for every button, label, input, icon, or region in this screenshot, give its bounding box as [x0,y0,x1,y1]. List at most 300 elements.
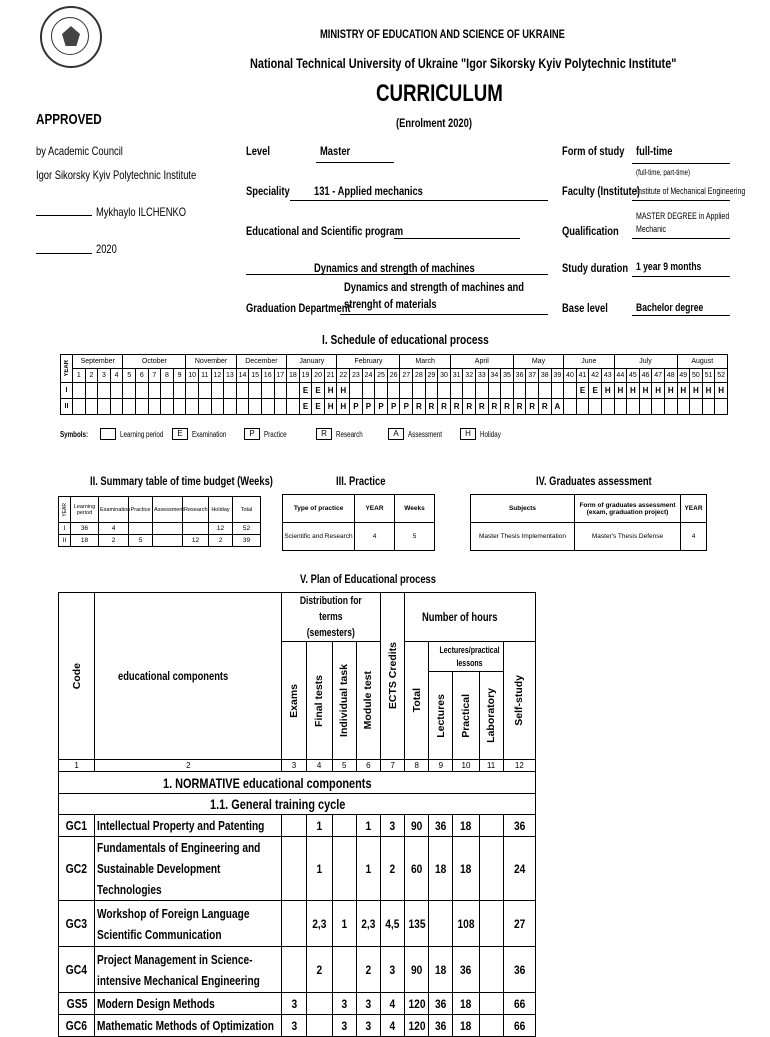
plan-col-number: 2 [95,760,282,772]
symbol-label: Holiday [480,429,501,439]
graduates-header-form: Form of graduates assessment (exam, graduation project) [575,495,681,523]
plan-cell: 2,3 [306,901,332,947]
symbol-box: E [172,428,188,440]
plan-cell [429,901,453,947]
plan-cell: 18 [453,837,479,901]
schedule-cell: H [702,383,715,399]
qual-label: Qualification [562,224,619,238]
schedule-cell: H [324,383,337,399]
schedule-cell [400,383,413,399]
schedule-cell [110,383,123,399]
schedule-week: 23 [350,369,363,383]
schedule-cell [438,383,451,399]
plan-cell: 3 [332,993,356,1015]
plan-cell [332,815,356,837]
plan-col-number: 5 [332,760,356,772]
schedule-cell [564,383,577,399]
enrolment: (Enrolment 2020) [396,116,472,130]
schedule-cell [425,383,438,399]
schedule-month: July [614,355,677,369]
summary-cell: 12 [209,523,233,535]
schedule-month: August [677,355,728,369]
speciality-value: 131 - Applied mechanics [314,184,423,198]
schedule-cell [123,383,136,399]
plan-code: GS5 [59,993,95,1015]
base-label: Base level [562,301,608,315]
practice-year: 4 [355,523,395,551]
symbol-box [100,428,116,440]
plan-cell [282,815,306,837]
schedule-cell [702,399,715,415]
schedule-week: 5 [123,369,136,383]
plan-col-number: 1 [59,760,95,772]
plan-section-normative: 1. NORMATIVE educational components [59,772,536,794]
plan-cell: 36 [503,947,535,993]
page-title: CURRICULUM [376,80,503,107]
schedule-week: 32 [463,369,476,383]
schedule-week: 35 [501,369,514,383]
schedule-cell [249,399,262,415]
plan-row [59,815,536,837]
plan-cell: 3 [356,1015,380,1037]
schedule-cell [135,383,148,399]
base-value: Bachelor degree [636,302,704,314]
summary-cell [153,523,183,535]
schedule-week: 2 [85,369,98,383]
plan-cell: 120 [405,1015,429,1037]
summary-cell: 5 [129,535,153,547]
plan-cell [479,837,503,901]
schedule-year-header: YEAR [61,355,73,383]
schedule-cell [387,383,400,399]
summary-cell: 52 [233,523,261,535]
schedule-week: 52 [715,369,728,383]
schedule-cell: H [337,399,350,415]
plan-row [59,947,536,993]
plan-row [59,837,536,901]
schedule-week: 24 [362,369,375,383]
schedule-cell [350,383,363,399]
schedule-cell [413,383,426,399]
graduates-header-year: YEAR [681,495,707,523]
plan-cell: 135 [405,901,429,947]
plan-title: V. Plan of Educational process [300,572,436,586]
plan-table [58,592,536,1037]
schedule-cell [677,399,690,415]
schedule-cell: H [652,383,665,399]
plan-cell: 4,5 [380,901,404,947]
schedule-week: 19 [299,369,312,383]
symbol-label: Learning period [120,429,164,439]
schedule-cell [186,383,199,399]
plan-cell [306,993,332,1015]
schedule-week: 8 [161,369,174,383]
plan-cell [479,947,503,993]
schedule-cell [85,399,98,415]
schedule-cell: R [425,399,438,415]
schedule-cell [627,399,640,415]
schedule-month: March [400,355,450,369]
approved-year: 2020 [96,242,117,256]
plan-cell: 36 [429,993,453,1015]
plan-component-name: Project Management in Science-intensive Mechanical Engineering [95,947,282,993]
plan-row [59,993,536,1015]
plan-cell: 2 [356,947,380,993]
plan-col-number: 9 [429,760,453,772]
plan-col-individual-task: Individual task [332,642,356,760]
schedule-cell [576,399,589,415]
schedule-cell: H [337,383,350,399]
schedule-cell [173,383,186,399]
plan-cell: 2 [380,837,404,901]
plan-cell: 60 [405,837,429,901]
schedule-cell [98,399,111,415]
summary-cell: II [59,535,71,547]
faculty-value: Institute of Mechanical Engineering [636,186,746,196]
schedule-cell [148,399,161,415]
schedule-cell: R [513,399,526,415]
plan-section-general: 1.1. General training cycle [59,794,536,815]
plan-cell: 36 [429,1015,453,1037]
plan-cell: 1 [356,815,380,837]
schedule-cell [450,383,463,399]
schedule-week: 37 [526,369,539,383]
plan-col-number: 12 [503,760,535,772]
schedule-month: November [186,355,236,369]
schedule-week: 16 [261,369,274,383]
plan-cell: 2 [306,947,332,993]
schedule-week: 22 [337,369,350,383]
schedule-cell: P [362,399,375,415]
schedule-week: 4 [110,369,123,383]
schedule-cell [362,383,375,399]
schedule-cell [186,399,199,415]
approved-by: by Academic Council [36,144,123,158]
schedule-cell [198,383,211,399]
schedule-cell: P [400,399,413,415]
plan-cell: 36 [503,815,535,837]
plan-code: GC6 [59,1015,95,1037]
practice-header-weeks: Weeks [395,495,435,523]
plan-cell [479,815,503,837]
schedule-cell [236,399,249,415]
schedule-cell [261,399,274,415]
schedule-week: 7 [148,369,161,383]
plan-cell: 18 [429,947,453,993]
plan-cell: 2,3 [356,901,380,947]
schedule-cell [211,383,224,399]
qual-value: MASTER DEGREE in Applied Mechanic [636,211,730,234]
plan-cell: 4 [380,1015,404,1037]
plan-cell: 18 [453,993,479,1015]
schedule-week: 20 [312,369,325,383]
schedule-cell [476,383,489,399]
summary-header: Learning period [71,497,99,523]
plan-col-code: Code [59,593,95,760]
plan-col-number: 11 [479,760,503,772]
summary-cell: 18 [71,535,99,547]
schedule-week: 45 [627,369,640,383]
plan-col-number: 7 [380,760,404,772]
plan-cell: 4 [380,993,404,1015]
schedule-cell [375,383,388,399]
summary-cell: 4 [99,523,129,535]
plan-cell: 66 [503,1015,535,1037]
plan-row [59,901,536,947]
schedule-month: December [236,355,286,369]
schedule-cell [526,383,539,399]
plan-component-name: Modern Design Methods [95,993,282,1015]
practice-weeks: 5 [395,523,435,551]
plan-distribution-header: Distribution for terms (semesters) [282,593,381,642]
summary-header: Assessment [153,497,183,523]
plan-cell [479,901,503,947]
plan-col-exams: Exams [282,642,306,760]
schedule-cell: P [350,399,363,415]
practice-header-year: YEAR [355,495,395,523]
schedule-week: 17 [274,369,287,383]
schedule-month: September [73,355,123,369]
plan-col-components: educational components [95,593,282,760]
graduates-title: IV. Graduates assessment [536,474,652,488]
schedule-cell [211,399,224,415]
summary-table [58,496,261,547]
schedule-cell [98,383,111,399]
plan-component-name: Mathematic Methods of Optimization [95,1015,282,1037]
schedule-month: February [337,355,400,369]
plan-col-total: Total [405,642,429,760]
schedule-cell: R [476,399,489,415]
schedule-month: January [287,355,337,369]
schedule-cell: R [463,399,476,415]
schedule-cell [173,399,186,415]
plan-cell: 1 [306,815,332,837]
schedule-cell: E [299,399,312,415]
plan-col-number: 3 [282,760,306,772]
schedule-week: 36 [513,369,526,383]
schedule-week: 43 [601,369,614,383]
schedule-table [60,354,728,415]
schedule-cell [73,383,86,399]
schedule-cell: R [488,399,501,415]
schedule-week: 41 [576,369,589,383]
schedule-cell: R [538,399,551,415]
approved-signer: Mykhaylo ILCHENKO [96,205,186,219]
duration-label: Study duration [562,261,629,275]
schedule-cell [538,383,551,399]
schedule-cell [664,399,677,415]
summary-header: Research [183,497,209,523]
plan-code: GC4 [59,947,95,993]
schedule-week: 50 [690,369,703,383]
plan-component-name: Fundamentals of Engineering and Sustainable Development Technologies [95,837,282,901]
schedule-cell [639,399,652,415]
practice-table [282,494,435,551]
schedule-week: 29 [425,369,438,383]
schedule-cell [198,399,211,415]
schedule-title: I. Schedule of educational process [322,332,489,347]
symbol-label: Practice [264,429,287,439]
plan-cell: 3 [380,947,404,993]
duration-value: 1 year 9 months [636,261,702,273]
plan-cell: 90 [405,815,429,837]
schedule-cell [614,399,627,415]
university-title: National Technical University of Ukraine "Igor Sikorsky Kyiv Polytechnic Institute" [250,55,677,71]
schedule-cell [551,383,564,399]
schedule-week: 28 [413,369,426,383]
schedule-cell [652,399,665,415]
schedule-cell: E [312,399,325,415]
approved-title: APPROVED [36,111,102,128]
schedule-week: 48 [664,369,677,383]
schedule-week: 26 [387,369,400,383]
schedule-cell: H [690,383,703,399]
schedule-week: 1 [73,369,86,383]
summary-cell: 39 [233,535,261,547]
schedule-cell [85,383,98,399]
plan-cell: 90 [405,947,429,993]
plan-cell [479,1015,503,1037]
schedule-cell: A [551,399,564,415]
schedule-week: 51 [702,369,715,383]
dept-label: Graduation Department [246,301,351,315]
graduates-header-subjects: Subjects [471,495,575,523]
schedule-week: 38 [538,369,551,383]
schedule-row-year: I [61,383,73,399]
schedule-week: 12 [211,369,224,383]
summary-header: YEAR [59,497,71,523]
symbol-box: A [388,428,404,440]
schedule-cell [513,383,526,399]
plan-cell: 3 [282,1015,306,1037]
plan-col-number: 10 [453,760,479,772]
schedule-week: 39 [551,369,564,383]
plan-cell: 66 [503,993,535,1015]
schedule-cell [287,383,300,399]
schedule-cell: H [614,383,627,399]
plan-col-self-study: Self-study [503,642,535,760]
schedule-cell: P [375,399,388,415]
schedule-week: 6 [135,369,148,383]
plan-code: GC1 [59,815,95,837]
schedule-cell: R [413,399,426,415]
schedule-cell: R [526,399,539,415]
graduates-form: Master's Thesis Defense [575,523,681,551]
schedule-month: April [450,355,513,369]
schedule-cell [601,399,614,415]
faculty-label: Faculty (Institute) [562,184,641,198]
summary-cell: I [59,523,71,535]
schedule-week: 34 [488,369,501,383]
plan-row [59,1015,536,1037]
plan-code: GC3 [59,901,95,947]
schedule-week: 14 [236,369,249,383]
summary-header: Practice [129,497,153,523]
schedule-cell [123,399,136,415]
speciality-label: Speciality [246,184,290,198]
plan-cell: 3 [356,993,380,1015]
plan-cell: 3 [282,993,306,1015]
schedule-cell [161,399,174,415]
form-label: Form of study [562,144,625,158]
form-note: (full-time, part-time) [636,168,691,177]
schedule-cell: H [677,383,690,399]
practice-type: Scientific and Research [283,523,355,551]
schedule-week: 13 [224,369,237,383]
schedule-week: 11 [198,369,211,383]
summary-cell: 12 [183,535,209,547]
summary-cell [153,535,183,547]
plan-col-practical: Practical [453,672,479,760]
schedule-cell: R [438,399,451,415]
schedule-cell: H [324,399,337,415]
summary-cell: 2 [209,535,233,547]
schedule-cell: E [589,383,602,399]
schedule-cell [501,383,514,399]
schedule-week: 21 [324,369,337,383]
schedule-week: 47 [652,369,665,383]
schedule-cell: H [664,383,677,399]
plan-col-number: 8 [405,760,429,772]
schedule-cell: H [627,383,640,399]
plan-cell [332,947,356,993]
summary-cell [129,523,153,535]
plan-cell: 27 [503,901,535,947]
plan-component-name: Intellectual Property and Patenting [95,815,282,837]
summary-header: Total [233,497,261,523]
schedule-cell: E [312,383,325,399]
symbol-box: P [244,428,260,440]
plan-col-number: 6 [356,760,380,772]
dept-value: Dynamics and strength of machines and strenght of materials [344,280,524,311]
schedule-week: 49 [677,369,690,383]
schedule-cell: H [601,383,614,399]
schedule-month: May [513,355,563,369]
plan-cell: 18 [453,815,479,837]
schedule-week: 3 [98,369,111,383]
plan-cell: 1 [332,901,356,947]
schedule-week: 44 [614,369,627,383]
schedule-week: 31 [450,369,463,383]
plan-col-laboratory: Laboratory [479,672,503,760]
plan-cell: 1 [356,837,380,901]
graduates-subject: Master Thesis Implementation [471,523,575,551]
symbol-label: Research [336,429,363,439]
schedule-cell [224,399,237,415]
plan-code: GC2 [59,837,95,901]
symbol-label: Examination [192,429,227,439]
schedule-month: October [123,355,186,369]
symbols-label: Symbols: [60,429,89,439]
summary-header: Examination [99,497,129,523]
graduates-table [470,494,707,551]
symbols-legend [60,428,528,440]
schedule-cell [249,383,262,399]
schedule-week: 40 [564,369,577,383]
schedule-week: 15 [249,369,262,383]
summary-cell: 36 [71,523,99,535]
plan-cell: 36 [429,815,453,837]
schedule-cell: H [715,383,728,399]
plan-col-lectures: Lectures [429,672,453,760]
plan-cell [282,947,306,993]
program-value: Dynamics and strength of machines [314,261,475,275]
schedule-week: 18 [287,369,300,383]
summary-title: II. Summary table of time budget (Weeks) [90,474,273,488]
plan-cell: 120 [405,993,429,1015]
schedule-cell: E [576,383,589,399]
plan-cell: 18 [429,837,453,901]
